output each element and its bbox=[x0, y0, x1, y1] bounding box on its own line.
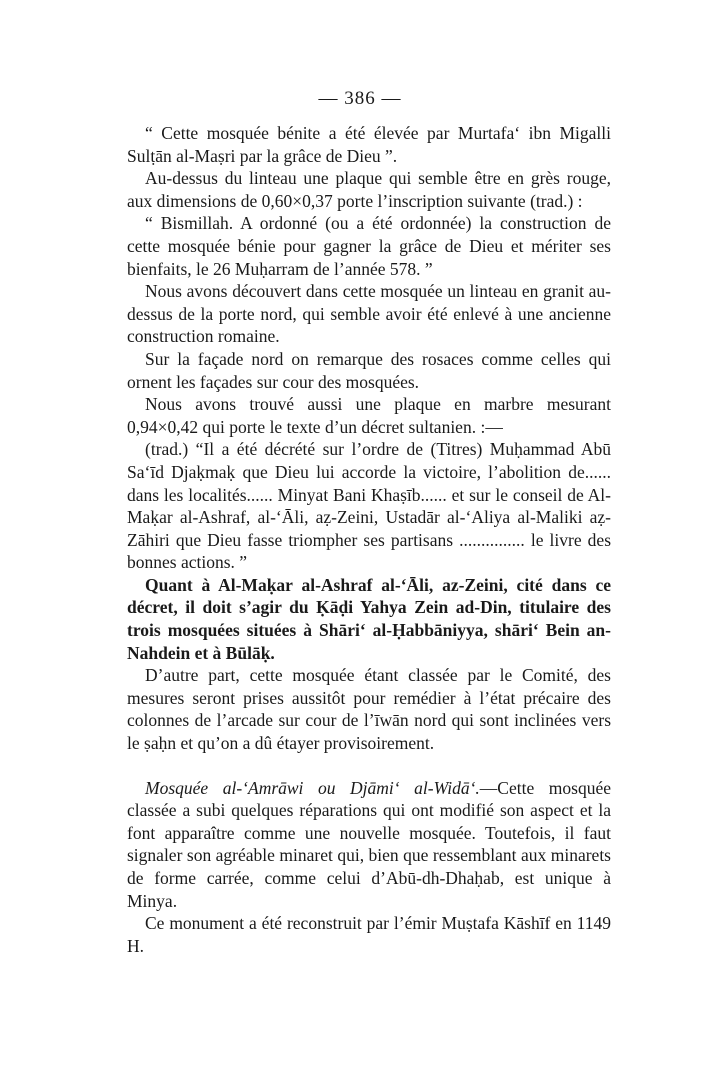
page-number: — 386 — bbox=[318, 88, 402, 109]
paragraph-inscription-quote: “ Cette mosquée bénite a été élevée par Murtafa‘ ibn Migalli Sulṭān al-Maṣri par la grâce de Dieu ”. bbox=[127, 123, 611, 166]
paragraph-marble-plaque: Nous avons trouvé aussi une plaque en marbre mesurant 0,94×0,42 qui porte le texte d’un décret sultanien. :— bbox=[127, 394, 611, 437]
section-heading: Mosquée al-‘Amrāwi ou Djāmi‘ al-Widā‘. bbox=[145, 777, 480, 798]
section-gap bbox=[127, 755, 611, 777]
paragraph-decree-translation: (trad.) “Il a été décrété sur l’ordre de (Titres) Muḥammad Abū Sa‘īd Djaḳmaḳ que Dieu lui accorde la victoire, l’abolition de...... dans les localités...... Minyat Bani Khaṣīb...... et sur le conseil de Al-Maḳar al-Ashraf, al-‘Āli, aẓ-Zeini, Ustadār al-‘Aliya al-Maliki aẓ-Zāhiri que Dieu fasse triompher ses partisans ............... le livre des bonnes actions. ” bbox=[127, 439, 611, 573]
paragraph-lintel-plaque: Au-dessus du linteau une plaque qui semble être en grès rouge, aux dimensions de 0,60×0,37 porte l’inscription suivante (trad.) : bbox=[127, 168, 611, 211]
paragraph-reconstruction: Ce monument a été reconstruit par l’émir Muṣtafa Kāshīf en 1149 H. bbox=[127, 913, 611, 956]
paragraph-rosaces: Sur la façade nord on remarque des rosaces comme celles qui ornent les façades sur cour des mosquées. bbox=[127, 348, 611, 392]
paragraph-comite-measures: D’autre part, cette mosquée étant classée par le Comité, des mesures seront prises aussitôt pour remédier à l’état précaire des colonnes de l’arcade sur cour de l’īwān nord qui sont inclinées vers le ṣaḥn et qu’on a dû étayer provisoirement. bbox=[127, 665, 611, 754]
section-paragraph bbox=[127, 777, 611, 913]
paragraph-qadi-note: Quant à Al-Maḳar al-Ashraf al-‘Āli, az-Zeini, cité dans ce décret, il doit s’agir du Ḳāḍi Yahya Zein ad-Din, titulaire des trois mosquées situées à Shāri‘ al-Ḥabbāniyya, shāri‘ Bein an-Nahdein et à Būlāḳ. bbox=[127, 574, 611, 663]
paragraph-bismillah-quote: “ Bismillah. A ordonné (ou a été ordonnée) la construction de cette mosquée bénie pour gagner la grâce de Dieu et mériter ses bienfaits, le 26 Muḥarram de l’année 578. ” bbox=[127, 213, 611, 279]
main-text bbox=[127, 122, 611, 957]
section-intro: —Cette mosquée classée a subi quelques réparations qui ont modifié son aspect et la font apparaître comme une nouvelle mosquée. Toutefois, il faut signaler son agréable minaret qui, bien que ressemblant aux minarets de forme carrée, comme celui d’Abū-dh-Dhaḥab, est unique à Minya. bbox=[127, 777, 611, 911]
paragraph-granite-lintel: Nous avons découvert dans cette mosquée un linteau en granit au-dessus de la porte nord, qui semble avoir été enlevé à une ancienne construction romaine. bbox=[127, 281, 611, 347]
